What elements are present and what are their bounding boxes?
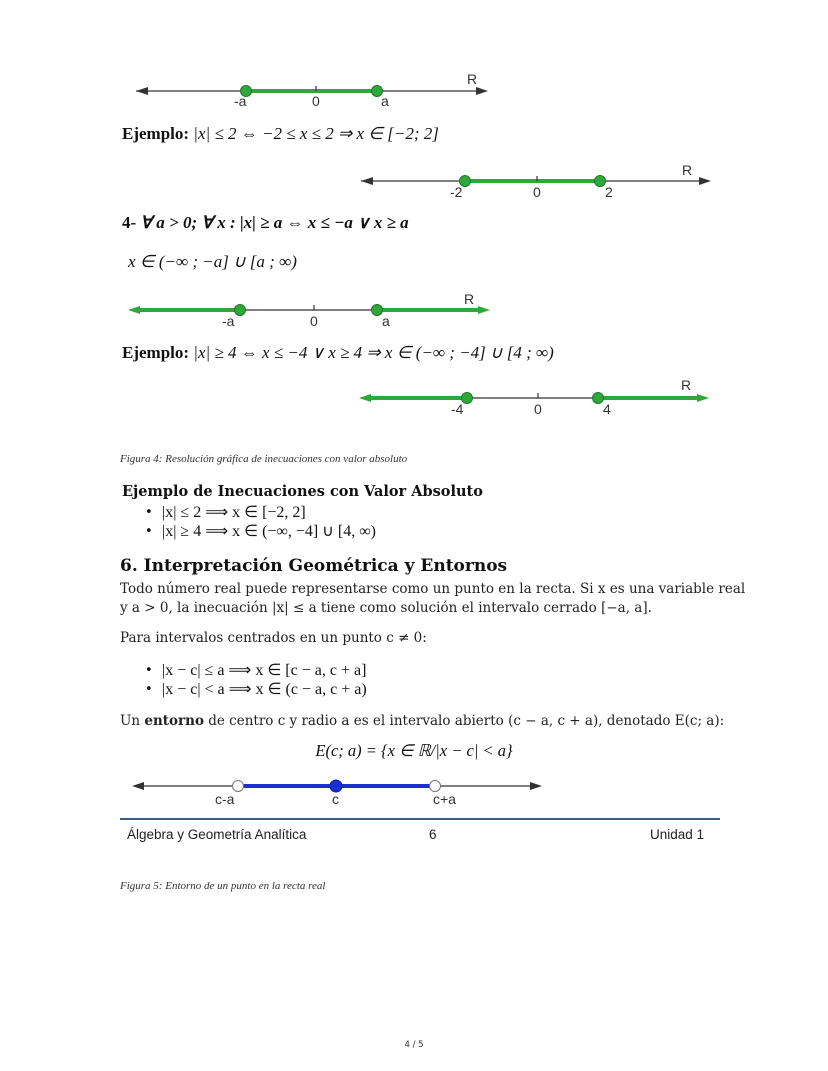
svg-text:-2: -2 — [450, 184, 463, 200]
page-number: 4 / 5 — [404, 1040, 424, 1050]
number-line-example-1 — [355, 160, 725, 202]
list-item: • |x| ≤ 2 ⟹ x ∈ [−2, 2] — [142, 503, 376, 522]
number-line-neighborhood — [128, 772, 548, 812]
figure-4-caption: Figura 4: Resolución gráfica de inecuaciones con valor absoluto — [120, 453, 408, 465]
svg-text:a: a — [382, 313, 390, 329]
tick-label-a: a — [381, 93, 389, 109]
number-line-closed-interval — [130, 68, 500, 110]
paragraph-1-line-1: Todo número real puede representarse como un punto en la recta. Si x es una variable real — [120, 581, 746, 597]
svg-text:0: 0 — [310, 313, 318, 329]
list-item: • |x − c| ≤ a ⟹ x ∈ [c − a, c + a] — [142, 661, 367, 680]
svg-text:c-a: c-a — [215, 791, 235, 807]
ejemplo-label: Ejemplo: — [122, 124, 190, 143]
list-item: • |x − c| < a ⟹ x ∈ (c − a, c + a) — [142, 680, 367, 699]
paragraph-1-line-2: y a > 0, la inecuación |x| ≤ a tiene como solución el intervalo cerrado [−a, a]. — [120, 600, 652, 616]
footer-rule — [120, 818, 720, 820]
entorno-term: entorno — [144, 713, 204, 729]
section-6-title: 6. Interpretación Geométrica y Entornos — [120, 556, 508, 576]
svg-text:-4: -4 — [451, 401, 464, 417]
svg-text:4: 4 — [603, 401, 611, 417]
examples-title: Ejemplo de Inecuaciones con Valor Absoluto — [122, 483, 483, 500]
number-line-example-2 — [355, 378, 725, 420]
svg-text:R: R — [681, 377, 692, 393]
examples-list — [142, 503, 376, 541]
number-line-union — [124, 290, 504, 332]
tick-label-neg-a: -a — [234, 93, 247, 109]
list-item: • |x| ≥ 4 ⟹ x ∈ (−∞, −4] ∪ [4, ∞) — [142, 522, 376, 541]
tick-label-zero: 0 — [312, 93, 320, 109]
ejemplo-1 — [122, 124, 439, 144]
footer-right: Unidad 1 — [650, 827, 705, 842]
svg-text:2: 2 — [605, 184, 613, 200]
svg-text:-a: -a — [222, 313, 235, 329]
set-notation: x ∈ (−∞ ; −a] ∪ [a ; ∞) — [128, 252, 297, 271]
paragraph-3: Un entorno de centro c y radio a es el intervalo abierto (c − a, c + a), denotado E(c; a): — [120, 713, 725, 729]
svg-text:c+a: c+a — [433, 791, 456, 807]
footer-left: Álgebra y Geometría Analítica — [127, 827, 307, 842]
svg-text:c: c — [332, 791, 339, 807]
property-4: 4- ∀ a > 0; ∀ x : |x| ≥ a ⇔ x ≤ −a ∨ x ≥ a — [122, 213, 409, 232]
interval-list — [142, 661, 367, 699]
footer-center: 6 — [429, 827, 437, 842]
svg-text:R: R — [682, 162, 693, 178]
svg-text:0: 0 — [533, 184, 541, 200]
paragraph-2: Para intervalos centrados en un punto c ≠ 0: — [120, 630, 427, 646]
figure-5-caption: Figura 5: Entorno de un punto en la recta real — [120, 880, 326, 892]
ejemplo-2: Ejemplo: |x| ≥ 4 ⇔ x ≤ −4 ∨ x ≥ 4 ⇒ x ∈ (−∞ ; −4] ∪ [4 ; ∞) — [122, 343, 554, 362]
ejemplo-1-math: |x| ≤ 2 ⇔ −2 ≤ x ≤ 2 ⇒ x ∈ [−2; 2] — [193, 124, 439, 143]
entorno-formula: E(c; a) = {x ∈ ℝ/|x − c| < a} — [315, 741, 513, 760]
svg-text:R: R — [464, 291, 475, 307]
svg-text:0: 0 — [534, 401, 542, 417]
axis-label-r: R — [467, 71, 478, 87]
